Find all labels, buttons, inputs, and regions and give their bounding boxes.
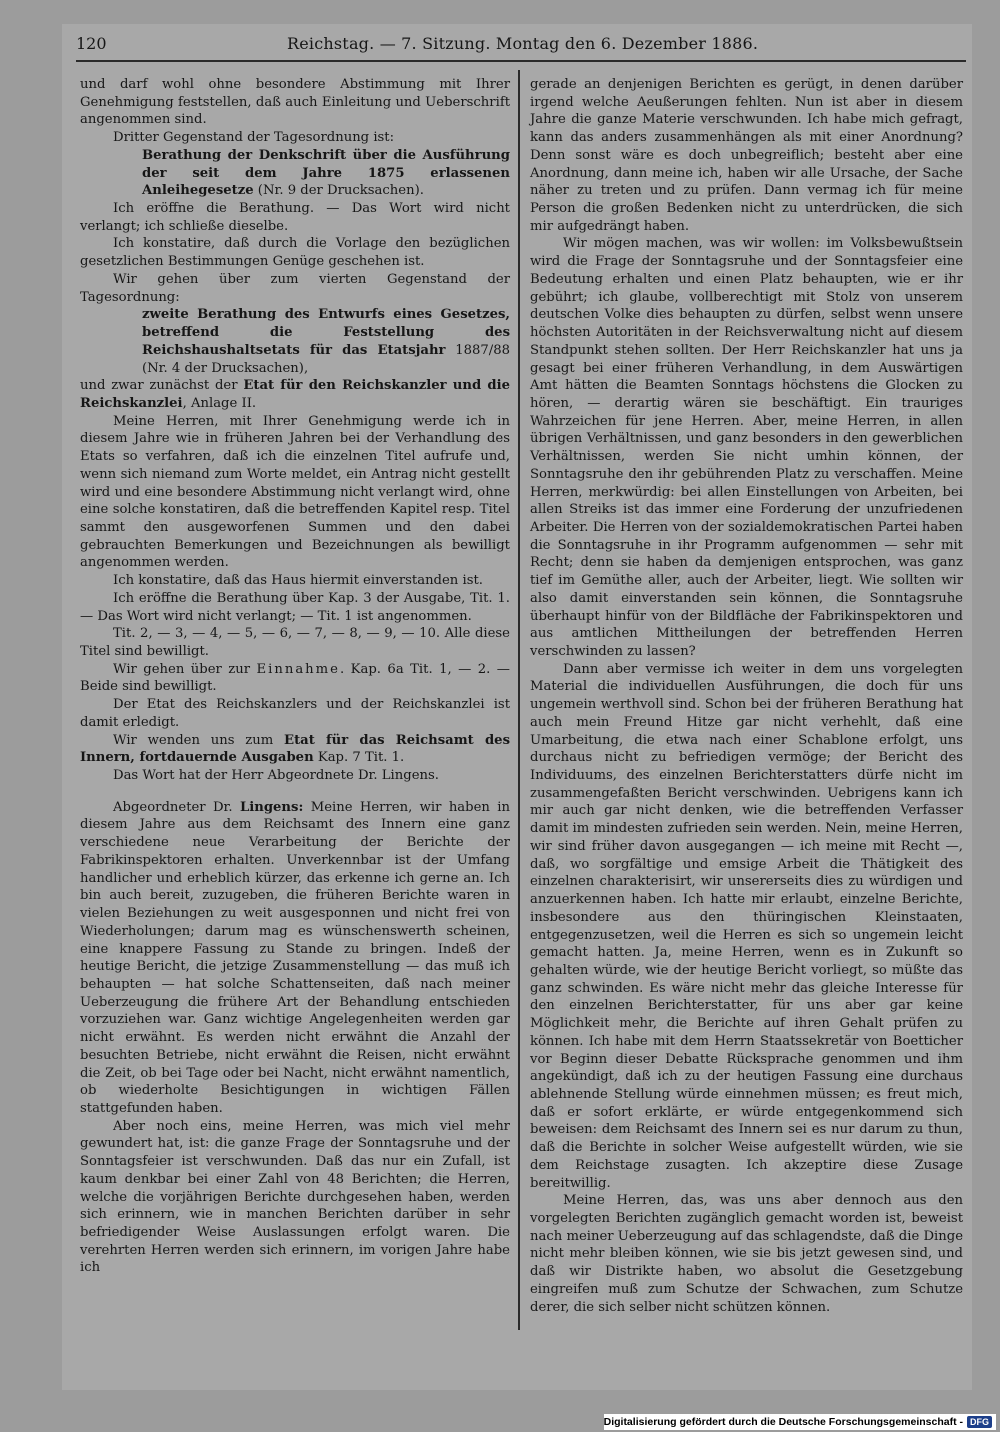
speaker-name: Lingens:: [239, 799, 304, 815]
agenda-ref: 1887/88 (Nr. 4 der Drucksachen),: [142, 342, 510, 376]
paragraph: Der Etat des Reichskanzlers und der Reichskanzlei ist damit erledigt.: [80, 697, 510, 730]
paragraph: Ich konstatire, daß das Haus hiermit einverstanden ist.: [113, 573, 483, 589]
header-rule: [76, 60, 966, 62]
paragraph: Wir mögen machen, was wir wollen: im Volksbewußtsein wird die Frage der Sonntagsruhe und der Sonntagsfeier eine Bedeutung erhalten und einen Platz behaupten, wie er ihr gebührt; ich glaube, vollberechtigt mit Stolz von unserem deutschen Volke dies behaupten zu dürfen, selbst wenn unsere höchsten Autoritäten in der Reichsverwaltung nicht auf diesem Standpunkt stehen sollten. Der Herr Reichskanzler hat uns ja gesagt bei einer früheren Verhandlung, in dem Auswärtigen Amt hätten die Beamten Sonntags höchstens die Glocken zu hören, — derartig wären sie beschäftigt. Ein trauriges Wahrzeichen für jene Herren. Aber, meine Herren, in allen übrigen Verhältnissen, und ganz besonders in den gewerblichen Verhältnissen, werden Sie nicht umhin können, der Sonntagsruhe den ihr gebührenden Platz zu verschaffen. Meine Herren, merkwürdig: bei allen Einstellungen von Arbeiten, bei allen Streiks ist das immer eine Forderung der unzufriedenen Arbeiter. Die Herren von der sozialdemokratischen Partei haben die Sonntagsruhe in ihr Programm aufgenommen — sehr mit Recht; denn sie haben da demjenigen entsprochen, was ganz tief im Gemüthe aller, auch der Arbeiter, liegt. Wie sollten wir also damit einverstanden sein können, die Sonntagsruhe überhaupt hinfür von der Bildfläche der Fabrikinspektoren und aus amtlichen Mittheilungen der betreffenden Herren verschwinden zu lassen?: [530, 236, 963, 659]
paragraph: Dann aber vermisse ich weiter in dem uns vorgelegten Material die individuellen Ausführungen, die doch für uns ungemein werthvoll sind. Schon bei der früheren Berathung hat auch mein Freund Hitze gar nicht verhehlt, daß eine Umarbeitung, die etwa nach einer Schablone erfolgt, uns durchaus nicht zu befriedigen vermöge; der Bericht des Individuums, des einzelnen Berichterstatters dürfe nicht im zusammengefaßten Bericht verschwinden. Uebrigens kann ich mir auch gar nicht denken, wie die betreffenden Verfasser damit im mindesten zufrieden sein werden. Nein, meine Herren, wir sind früher davon ausgegangen — ich meine mit Recht —, daß, wo sorgfältige und emsige Arbeit die Thätigkeit des einzelnen charakterisirt, wir unsererseits dies zu würdigen und anzuerkennen haben. Ich hatte mir erlaubt, einzelne Berichte, insbesondere aus den thüringischen Kleinstaaten, entgegenzusetzen, weil die Herren es sich so ungemein leicht gemacht hatten. Ja, meine Herren, wenn es in Zukunft so gehalten würde, wie der heutige Bericht vorliegt, so müßte das ganz schwinden. Es wäre nicht mehr das gleiche Interesse für den einzelnen Berichterstatter, für uns aber gar keine Möglichkeit mehr, die Berichte auf ihren Gehalt prüfen zu können. Ich habe mit dem Herrn Staatssekretär von Boetticher vor Beginn dieser Debatte Rücksprache genommen und ihm angekündigt, daß ich zu der heutigen Fassung eine durchaus ablehnende Stellung würde einnehmen müssen; es freut mich, daß er sofort erklärte, er würde entgegenkommend sich beweisen: dem Reichsamt des Innern sei es nur darum zu thun, daß die Berichte in solcher Weise aufgestellt würden, wie sie dem Reichstage zusagten. Ich akzeptire diese Zusage bereitwillig.: [530, 661, 963, 1191]
dfg-logo-icon: DFG: [967, 1416, 992, 1428]
left-column: [80, 76, 510, 1277]
spacer: [80, 785, 510, 799]
bold-run: Etat für den Reichskanzler und die Reichskanzlei: [80, 378, 510, 411]
spaced-run: Einnahme: [256, 661, 340, 677]
text-run: , Anlage II.: [182, 395, 257, 411]
text-run: Wir gehen über zur: [113, 661, 257, 677]
paragraph: Wir gehen über zum vierten Gegenstand der Tagesordnung:: [80, 271, 510, 305]
text-run: und zwar zunächst der: [80, 378, 244, 394]
bold-run: Etat für das Reichsamt des Innern, fortdauernde Ausgaben: [80, 732, 510, 766]
column-divider: [518, 70, 520, 1330]
right-column: [530, 76, 963, 1316]
speech-paragraph: [80, 799, 510, 1118]
agenda-title: zweite Berathung des Entwurfs eines Gesetzes, betreffend die Feststellung des Reichshaushaltsetats für das Etatsjahr: [142, 307, 510, 358]
paragraph: Aber noch eins, meine Herren, was mich viel mehr gewundert hat, ist: die ganze Frage der Sonntagsruhe und der Sonntagsfeier ist verschwunden. Daß das nur ein Zufall, ist kaum denkbar bei einer Zahl von 48 Berichten; die Herren, welche die vorjährigen Berichte durchgesehen haben, werden sich erinnern, wie in manchen Berichten darüber in sehr befriedigender Weise Auslassungen erfolgt waren. Die verehrten Herren werden sich erinnern, im vorigen Jahre habe ich: [80, 1118, 510, 1276]
text-run: Abgeordneter Dr.: [113, 799, 240, 815]
paragraph: Tit. 2, — 3, — 4, — 5, — 6, — 7, — 8, — 9, — 10. Alle diese Titel sind bewilligt.: [80, 626, 510, 659]
credit-text: Digitalisierung gefördert durch die Deutsche Forschungsgemeinschaft -: [603, 1416, 963, 1428]
text-run: Wir wenden uns zum: [113, 732, 285, 748]
paragraph: und darf wohl ohne besondere Abstimmung mit Ihrer Genehmigung feststellen, daß auch Einleitung und Ueberschrift angenommen sind.: [80, 77, 510, 128]
running-header: [72, 32, 972, 58]
text-run: Kap. 7 Tit. 1.: [313, 750, 405, 766]
page-number: 120: [76, 34, 107, 53]
paragraph: [80, 661, 510, 696]
paragraph: Meine Herren, das, was uns aber dennoch aus den vorgelegten Berichten zugänglich gemacht worden ist, beweist nach meiner Ueberzeugung auf das schlagendste, daß die Dinge nicht mehr bleiben können, wie sie bis jetzt gewesen sind, und daß wir Distrikte haben, wo absolut die Gesetzgebung eingreifen muß zum Schutze der Schwachen, zum Schutze derer, die sich selber nicht schützen können.: [530, 1193, 963, 1315]
paragraph: [80, 732, 510, 767]
digitization-credit: [604, 1414, 996, 1430]
running-title: Reichstag. — 7. Sitzung. Montag den 6. Dezember 1886.: [287, 34, 759, 53]
paragraph: [80, 377, 510, 412]
paragraph: Ich eröffne die Berathung über Kap. 3 der Ausgabe, Tit. 1. — Das Wort wird nicht verlangt; — Tit. 1 ist angenommen.: [80, 590, 510, 624]
paragraph: Ich konstatire, daß durch die Vorlage den bezüglichen gesetzlichen Bestimmungen Genüge geschehen ist.: [80, 236, 510, 270]
agenda-title: Berathung der Denkschrift über die Ausführung der seit dem Jahre 1875 erlassenen Anleihegesetze: [142, 147, 510, 199]
paragraph: Ich eröffne die Berathung. — Das Wort wird nicht verlangt; ich schließe dieselbe.: [80, 201, 510, 234]
text-run: . Kap. 6a Tit. 1, — 2. — Beide sind bewilligt.: [80, 661, 510, 695]
agenda-item: [142, 306, 510, 377]
text-run: Meine Herren, wir haben in diesem Jahre aus dem Reichsamt des Innern eine ganz verschiedene neue Verarbeitung der Berichte der Fabrikinspektoren erhalten. Unverkennbar ist der Umfang handlicher und erheblich kürzer, das erkenne ich gerne an. Ich bin auch bereit, zuzugeben, die früheren Berichte waren in vielen Beziehungen zu weit ausgesponnen und nicht frei von Wiederholungen; darum mag es wünschenswerth scheinen, eine knappere Fassung zu Stande zu bringen. Indeß der heutige Bericht, die jetzige Zusammenstellung — das muß ich behaupten — hat solche Schattenseiten, daß nach meiner Ueberzeugung die frühere Art der Behandlung entschieden vorzuziehen war. Ganz wichtige Angelegenheiten werden gar nicht erwähnt. Es werden nicht erwähnt die Anzahl der besuchten Betriebe, nicht erwähnt die Reisen, nicht erwähnt die Zeit, ob bei Tage oder bei Nacht, nicht erwähnt namentlich, ob wiederholte Besichtigungen in wichtigen Fällen stattgefunden haben.: [80, 799, 510, 1116]
agenda-ref: (Nr. 9 der Drucksachen).: [253, 183, 424, 199]
paragraph: Das Wort hat der Herr Abgeordnete Dr. Lingens.: [113, 768, 439, 784]
paragraph: Dritter Gegenstand der Tagesordnung ist:: [113, 130, 395, 146]
agenda-item: [142, 147, 510, 200]
paragraph: Meine Herren, mit Ihrer Genehmigung werde ich in diesem Jahre wie in früheren Jahren bei der Verhandlung des Etats so verfahren, daß ich die einzelnen Titel aufrufe und, wenn sich niemand zum Worte meldet, ein Antrag nicht gestellt wird und eine besondere Abstimmung nicht verlangt wird, ohne eine solche konstatiren, daß die betreffenden Kapitel resp. Titel sammt den ausgeworfenen Summen und den dabei gebrauchten Bemerkungen und Bezeichnungen als bewilligt angenommen werden.: [80, 413, 510, 571]
paragraph: gerade an denjenigen Berichten es gerügt, in denen darüber irgend welche Aeußerungen fehlten. Nun ist aber in diesem Jahre die ganze Materie verschwunden. Ich habe mich gefragt, kann das anders zusammenhängen als mit einer Anordnung? Denn sonst wäre es doch unbegreiflich; besteht aber eine Anordnung, dann meine ich, haben wir alle Ursache, der Sache näher zu treten und zu prüfen. Dann vermag ich für meine Person die großen Bedenken nicht zu unterdrücken, die sich mir aufgedrängt haben.: [530, 77, 963, 234]
